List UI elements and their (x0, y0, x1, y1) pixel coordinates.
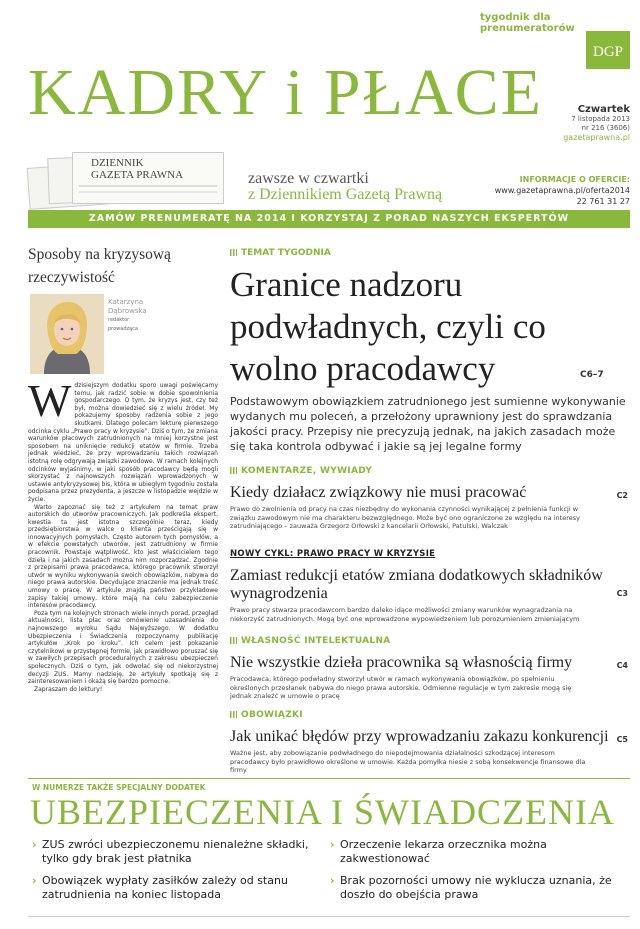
grid-square-icon (230, 637, 237, 644)
subscription-banner[interactable]: ZAMÓW PRENUMERATĘ NA 2014 I KORZYSTAJ Z PORAD NASZYCH EKSPERTÓW (28, 210, 630, 228)
section-page-ref: C4 (616, 661, 628, 670)
grid-square-icon (230, 249, 237, 256)
offer-url[interactable]: www.gazetaprawna.pl/oferta2014 (494, 186, 630, 195)
grid-square-icon (230, 711, 237, 718)
masthead-title: KADRY i PŁACE (28, 56, 543, 129)
editorial-paragraph-1: dzisiejszym dodatku sporo uwagi poświęcamy temu, jak radzić sobie w dobie spowolnienia gospodarczego. O tym, że kryzys jest, czy też był, można dowiedzieć się z wielu źródeł. My pokazujemy sposoby radzenia sobie z jego skutkami. Dlatego polecam lekturę pierwszego odcinka cyklu „Prawo pracy w kryzysie”. Dziś o tym, że zmiana warunków płacowych zatrudnionych na mniej korzystne jest sposobem na uniknięcie redukcji etatów w firmie. Trzeba jednak wiedzieć, że przy wprowadzaniu takich rozwiązań istotną rolę odgrywają związki zawodowe. W ramach kolejnych odcinków wyjaśnimy, w jaki sposób pracodawcy będą mogli skorzystać z najnowszych rozwiązań wprowadzonych w ustawie antykryzysowej bis, która w ubiegłym tygodniu została podpisana przez prezydenta, a jeszcze w listopadzie wejdzie w życie. (28, 382, 218, 503)
section-label: NOWY CYKL: PRAWO PRACY W KRYZYSIE (230, 549, 436, 559)
supplement-title[interactable]: UBEZPIECZENIA I ŚWIADCZENIA (30, 792, 615, 832)
section-description: Prawo do zwolnienia od pracy na czas niezbędny do wykonania czynności wynikającej z pełnienia funkcji w związku zawodowym nie ma charakteru bezwzględnego. Może być ono ograniczone ze względu na interesy zatrudniającego – zauważa Grzegorz Orłowski z kancelarii Orłowski, Patulski, Walczak (230, 505, 580, 530)
author-first-name: Katarzyna (108, 298, 144, 306)
section-title[interactable]: Nie wszystkie dzieła pracownika są własnością firmy (230, 654, 573, 671)
issue-day: Czwartek (577, 104, 630, 115)
author-photo (30, 294, 104, 374)
section-intellectual-property (230, 636, 628, 701)
editorial-body (28, 375, 218, 693)
main-headline[interactable]: Granice nadzoru podwładnych, czyli co wolno pracodawcy (230, 265, 546, 388)
section-title[interactable]: Kiedy działacz związkowy nie musi pracować (230, 484, 527, 501)
drop-cap: W (28, 375, 72, 426)
editorial-column (28, 236, 218, 784)
divider (28, 778, 630, 779)
paper-name-2: GAZETA PRAWNA (91, 169, 184, 181)
editorial-paragraph-2: Warto zapoznać się też z artykułem na temat praw autorskich do utworów pracowniczych. Jak podkreśla ekspert, kwestia ta jest istotna szczególnie teraz, kiedy przedsiębiorstwa w walce o klienta prześcigają się w innowacyjnych pomysłach. Często autorem tych pomysłów, a w efekcie powstałych utworów, jest zatrudniony w firmie pracownik. Powstaje wątpliwość, kto jest właścicielem tego dzieła i na jakich zasadach można nim rozporządzać. Zgodnie z przepisami prawa pracodawca, którego pracownik stworzył utwór w wyniku wykonywania swoich obowiązków, nabywa do niego prawa autorskie. Decydujące znaczenie ma jednak treść umowy o pracę. W artykule znajdą państwo przykładowe zapisy takiej umowy, które mają na celu zabezpieczenie interesów pracodawcy. (28, 503, 218, 610)
author-last-name: Dąbrowska (108, 307, 147, 315)
author-byline (108, 298, 147, 334)
chevron-right-icon: › (330, 838, 335, 851)
supplement-item[interactable]: › ZUS zwróci ubezpieczonemu nienależne składki, tylko gdy brak jest płatnika (32, 838, 309, 865)
section-description: Pracodawca, którego podwładny stworzył utwór w ramach wykonywania obowiązków, po spełnieniu określonych przesłanek nabywa do niego prawa autorskie. Odmienne regulacje w tym zakresie mogą się jednak znaleźć w umowie o pracę (230, 675, 572, 700)
chevron-right-icon: › (32, 838, 37, 851)
section-obligations (230, 710, 628, 775)
schedule-line-1: zawsze w czwartki (248, 170, 369, 187)
section-title[interactable]: Zamiast redukcji etatów zmiana dodatkowych składników wynagrodzenia (230, 567, 603, 602)
offer-info (495, 174, 630, 207)
chevron-right-icon: › (330, 874, 335, 887)
author-role-1: redaktor (108, 317, 130, 323)
main-lead: Podstawowym obowiązkiem zatrudnionego jest sumienne wykonywanie wydanych mu poleceń, a przełożony uprawniony jest do sprawdzania jakości pracy. Przepisy nie precyzują jednak, na jakich zasadach może się taka kontrola odbywać i jakie są jej legalne formy (230, 395, 626, 453)
subscriber-weekly-label: tygodnik dla prenumeratorów (480, 12, 575, 34)
publication-schedule (248, 170, 442, 204)
topic-label-text: TEMAT TYGODNIA (241, 248, 331, 258)
section-title[interactable]: Jak unikać błędów przy wprowadzaniu zakazu konkurencji (230, 728, 609, 745)
paper-name-1: DZIENNIK (91, 157, 144, 169)
headline-page-ref: C6–7 (580, 370, 604, 380)
section-description: Prawo pracy stwarza pracodawcom bardzo daleko idące możliwości zmiany warunków wynagradzania na niekorzyść zatrudnionych. Mogą być one wprowadzone wypowiedzeniem lub porozumieniem zmieniającym (230, 606, 580, 623)
section-label: WŁASNOŚĆ INTELEKTUALNA (230, 636, 610, 646)
grid-square-icon (230, 467, 237, 474)
editorial-paragraph-3: Poza tym na kolejnych stronach wiele innych porad, przegląd aktualności, lista płac oraz omówienie uzasadnienia do najnowszego wyroku Sądu Najwyższego. W dodatku Ubezpieczenia i Świadczenia rozpoczynamy publikację artykułów „Krok po kroku”. Ich celem jest pokazanie czytelnikowi w przystępnej formie, jak prawidłowo poruszać się w zawiłych przepisach proceduralnych z zakresu ubezpieczeń społecznych. Dziś o tym, jak odwołać się od niekorzystnej decyzji ZUS. Mamy nadzieję, że artykuły spotkają się z zainteresowaniem i okażą się bardzo pomocne. (28, 609, 218, 686)
issue-info (563, 104, 630, 142)
issue-number: nr 216 (3606) (581, 124, 630, 132)
section-page-ref: C3 (616, 589, 628, 598)
site-link[interactable]: gazetaprawna.pl (563, 133, 630, 142)
section-new-series (230, 549, 628, 623)
supplement-label: W NUMERZE TAKŻE SPECJALNY DODATEK (32, 783, 206, 792)
supplement-item[interactable]: › Obowiązek wypłaty zasiłków zależy od stanu zatrudnienia na koniec listopada (32, 874, 288, 901)
supplement-item[interactable]: › Brak pozorności umowy nie wyklucza uznania, że doszło do obejścia prawa (330, 874, 612, 901)
dgp-logo: DGP (586, 31, 630, 69)
editorial-paragraph-4: Zapraszam do lektury! (34, 685, 103, 693)
newspaper-stack-image (28, 150, 258, 210)
section-page-ref: C2 (616, 491, 628, 500)
chevron-right-icon: › (32, 874, 37, 887)
schedule-line-2: z Dziennikiem Gazetą Prawną (248, 186, 443, 203)
section-label: KOMENTARZE, WYWIADY (230, 466, 610, 476)
section-description: Ważne jest, aby zobowiązanie podwładnego do niepodejmowania działalności szkodzącej interesom pracodawcy było prawidłowo określone w umowie. Każda pomyłka niesie z sobą konsekwencje finansowe dla firmy (230, 749, 586, 774)
editorial-title: Sposoby na kryzysową rzeczywistość (28, 246, 171, 286)
offer-phone: 22 761 31 27 (576, 197, 630, 206)
section-label: OBOWIĄZKI (230, 710, 610, 720)
section-comments (230, 466, 628, 531)
issue-date: 7 listopada 2013 (571, 115, 630, 123)
supplement-item[interactable]: › Orzeczenie lekarza orzecznika można zakwestionować (330, 838, 547, 865)
section-page-ref: C5 (616, 735, 628, 744)
author-role-2: prowadząca (108, 326, 139, 332)
divider (28, 916, 630, 917)
topic-of-week-label (230, 248, 331, 258)
offer-info-label: INFORMACJE O OFERCIE: (519, 175, 630, 184)
